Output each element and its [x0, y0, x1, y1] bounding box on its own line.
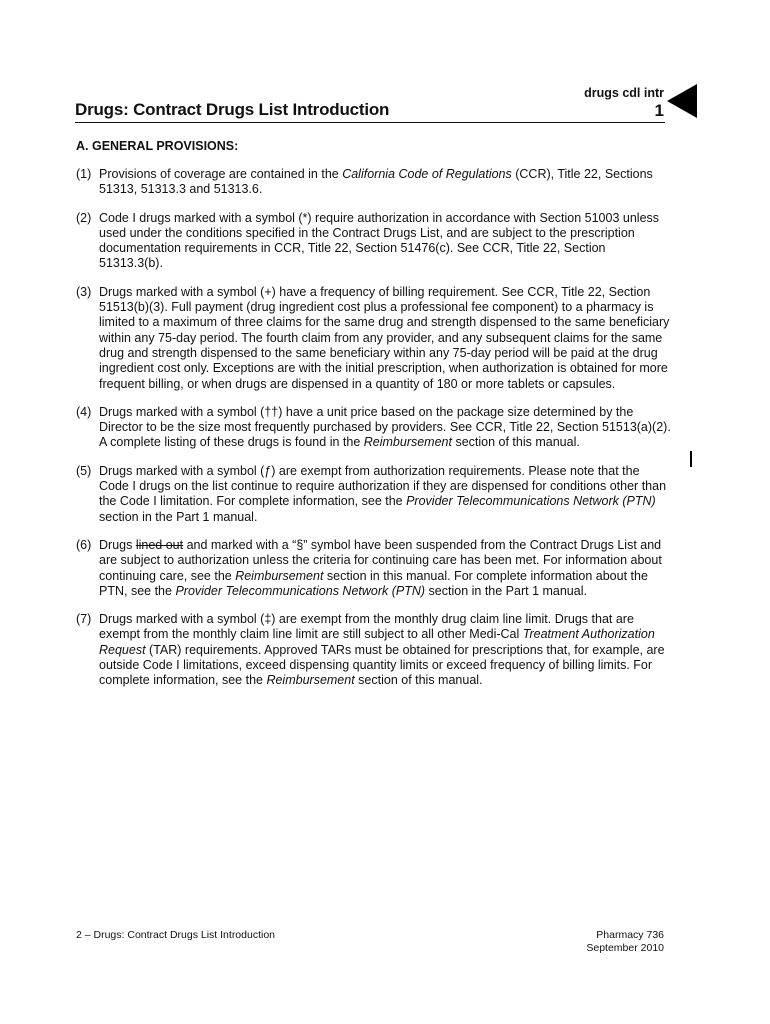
provision-text: (TAR) requirements. Approved TARs must be obtained for prescriptions that, for example, are outside Code I limitations, exceed dispensing quantity limits or exceed frequency of billing limits. For complete information, see the: [99, 642, 665, 688]
provision-text: Drugs marked with a symbol (‡) are exempt from the monthly drug claim line limit. Drugs that are exempt from the monthly claim line limit are still subject to all other Medi-Cal: [99, 612, 634, 642]
provision-5: [76, 464, 672, 525]
provision-number: (3): [76, 284, 92, 299]
provision-text: Drugs marked with a symbol (††) have a unit price based on the package size determined by the Director to be the size most frequently purchased by providers. See CCR, Title 22, Section 51513(a)(2). A complete listing of these drugs is found in the: [99, 404, 671, 450]
footer-date: September 2010: [586, 942, 664, 954]
provision-text: section in this manual. For complete information about the PTN, see the: [99, 568, 648, 598]
provision-text: section of this manual.: [451, 435, 580, 450]
provision-number: (6): [76, 537, 92, 552]
footer-left-text: 2 – Drugs: Contract Drugs List Introduction: [76, 929, 276, 941]
provision-text: section of this manual.: [354, 673, 483, 688]
provision-number: (5): [76, 463, 92, 478]
page-title: Drugs: Contract Drugs List Introduction: [75, 100, 390, 119]
provision-text: Drugs marked with a symbol (ƒ) are exempt from authorization requirements. Please note that the Code I drugs on the list continue to require authorization if they are dispensed for conditions other than the Code I limitation. For complete information, see the: [99, 463, 667, 509]
provision-text: section in the Part 1 manual.: [425, 583, 587, 598]
provision-text: Drugs: [99, 537, 136, 552]
provision-reference-italic: Treatment Authorization Request: [99, 627, 655, 657]
provisions-list: [76, 167, 672, 702]
provision-3: [76, 285, 672, 392]
revision-change-bar: [690, 451, 692, 467]
provision-6: [76, 538, 672, 599]
provision-text: Code I drugs marked with a symbol (*) require authorization in accordance with Section 51003 unless used under the conditions specified in the Contract Drugs List, and are subject to the prescription documentation requirements in CCR, Title 22, Section 51476(c). See CCR, Title 22, Section 51313.3(b).: [99, 210, 660, 271]
provision-number: (7): [76, 612, 92, 627]
provision-text: and marked with a “§” symbol have been suspended from the Contract Drugs List and are subject to authorization unless the criteria for continuing care has been met. For information about continuing care, see the: [99, 537, 662, 583]
title-divider: [75, 122, 665, 123]
provision-reference-italic: California Code of Regulations: [342, 167, 512, 181]
section-heading: A. GENERAL PROVISIONS:: [76, 139, 239, 153]
provision-text: Drugs marked with a symbol (+) have a frequency of billing requirement. See CCR, Title 22, Section 51513(b)(3). Full payment (drug ingredient cost plus a professional fee component) to a pharmacy is limited to a maximum of three claims for the same drug and strength dispensed to the same beneficiary within any 75-day period. The fourth claim from any provider, and any subsequent claims for the same drug and strength dispensed to the same beneficiary within any 75-day period will be paid at the drug ingredient cost only. Exceptions are with the initial prescription, when authorization is obtained for more frequent billing, or when drugs are dispensed in a quantity of 180 or more tablets or capsules.: [99, 284, 670, 391]
provision-reference-italic: Provider Telecommunications Network (PTN): [406, 494, 656, 509]
provision-text: section in the Part 1 manual.: [99, 509, 258, 524]
footer-right-text: [520, 929, 664, 955]
footer-edition: Pharmacy 736: [596, 929, 664, 941]
provision-2: [76, 211, 672, 272]
provision-reference-italic: Reimbursement: [235, 568, 324, 583]
provision-1: [76, 167, 672, 198]
provision-reference-italic: Provider Telecommunications Network (PTN): [175, 583, 426, 598]
provision-text: (CCR), Title 22, Sections 51313, 51313.3 and 51313.6.: [99, 167, 653, 197]
provision-number: (1): [76, 167, 92, 181]
section-tag: drugs cdl intr: [584, 86, 664, 100]
provision-4: [76, 405, 672, 451]
provision-number: (4): [76, 404, 92, 419]
provision-reference-italic: Reimbursement: [266, 673, 355, 688]
page-number: 1: [654, 101, 664, 120]
provision-text: Provisions of coverage are contained in the: [99, 167, 343, 181]
provision-number: (2): [76, 210, 92, 225]
provision-strikethrough-text: lined out: [135, 537, 184, 552]
provision-7: [76, 612, 672, 688]
provision-reference-italic: Reimbursement: [363, 435, 452, 450]
